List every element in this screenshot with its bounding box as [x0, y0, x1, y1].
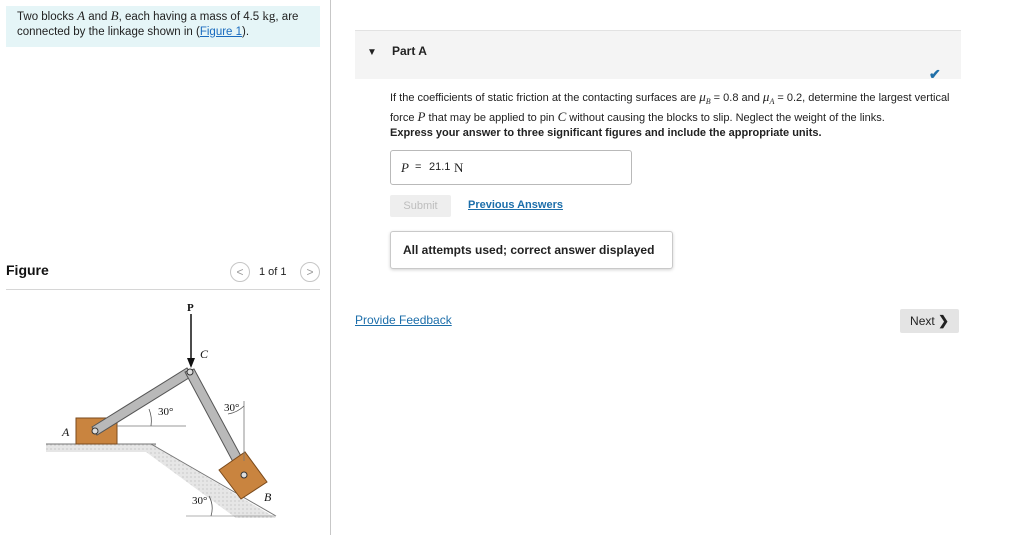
intro-text: , each having a mass of 4.5: [118, 11, 263, 23]
pin-b: [241, 472, 247, 478]
answer-field[interactable]: [390, 150, 632, 185]
linkage-figure: [6, 296, 306, 526]
figure-counter: 1 of 1: [259, 266, 287, 278]
intro-text: Two blocks: [17, 11, 78, 23]
answer-unit: N: [454, 160, 464, 175]
figure-title: Figure: [6, 262, 49, 278]
intro-var-b: B: [110, 8, 119, 23]
force-arrowhead: [187, 358, 195, 368]
angle-label-bottom: 30°: [192, 495, 208, 507]
angle-arc-a: [149, 409, 151, 426]
question-fragment: without causing the blocks to slip. Neglect the weight of the links.: [566, 112, 885, 125]
label-p: P: [187, 302, 194, 314]
angle-label-a: 30°: [158, 406, 174, 418]
intro-unit: kg: [262, 8, 276, 23]
intro-text: and: [85, 11, 111, 23]
correct-check-icon: ✔: [929, 66, 941, 82]
figure-header: [6, 262, 320, 290]
intro-text: , are connected by the linkage shown in (: [17, 11, 299, 38]
previous-figure-button[interactable]: <: [230, 262, 250, 282]
question-fragment: that may be applied to pin: [425, 112, 558, 125]
left-panel: [0, 0, 331, 535]
next-label: Next: [910, 314, 935, 328]
pin-c: [187, 369, 193, 375]
question-fragment: = 0.2, determine the largest vertical force: [390, 92, 950, 125]
mu-subscript-a: A: [769, 97, 775, 107]
chevron-right-icon: ❯: [938, 313, 949, 328]
pin-a: [92, 428, 98, 434]
attempts-status: All attempts used; correct answer displayed: [390, 231, 673, 269]
angle-label-top: 30°: [224, 402, 240, 414]
next-button[interactable]: [900, 309, 959, 333]
panel-divider: [330, 0, 331, 535]
intro-text: ).: [242, 25, 250, 38]
next-figure-button[interactable]: >: [300, 262, 320, 282]
label-a: A: [62, 425, 70, 439]
question-text: [390, 89, 960, 126]
mu-subscript-b: B: [705, 97, 711, 107]
question-fragment: = 0.8 and: [710, 92, 763, 104]
part-title: Part A: [392, 44, 427, 58]
mu-symbol: μ: [699, 89, 706, 104]
previous-answers-link[interactable]: Previous Answers: [468, 199, 563, 211]
answer-value: 21.1: [429, 161, 451, 173]
link-ac: [92, 368, 192, 435]
mu-symbol: μ: [762, 89, 770, 104]
label-c: C: [200, 347, 209, 361]
submit-button[interactable]: Submit: [390, 195, 451, 217]
label-b: B: [264, 490, 272, 504]
answer-variable: P: [401, 160, 409, 175]
collapse-caret-icon[interactable]: ▼: [367, 47, 377, 58]
var-p: P: [417, 109, 426, 125]
horizontal-ground: [46, 444, 156, 452]
var-c: C: [557, 109, 567, 125]
figure-link[interactable]: Figure 1: [199, 25, 243, 38]
question-fragment: If the coefficients of static friction at the contacting surfaces are: [390, 92, 700, 104]
provide-feedback-link[interactable]: Provide Feedback: [355, 313, 452, 327]
answer-equals: =: [415, 161, 422, 173]
part-a-header[interactable]: [355, 30, 961, 79]
intro-var-a: A: [77, 8, 86, 23]
answer-instruction: Express your answer to three significant figures and include the appropriate units.: [390, 127, 822, 139]
problem-intro: [6, 6, 320, 47]
